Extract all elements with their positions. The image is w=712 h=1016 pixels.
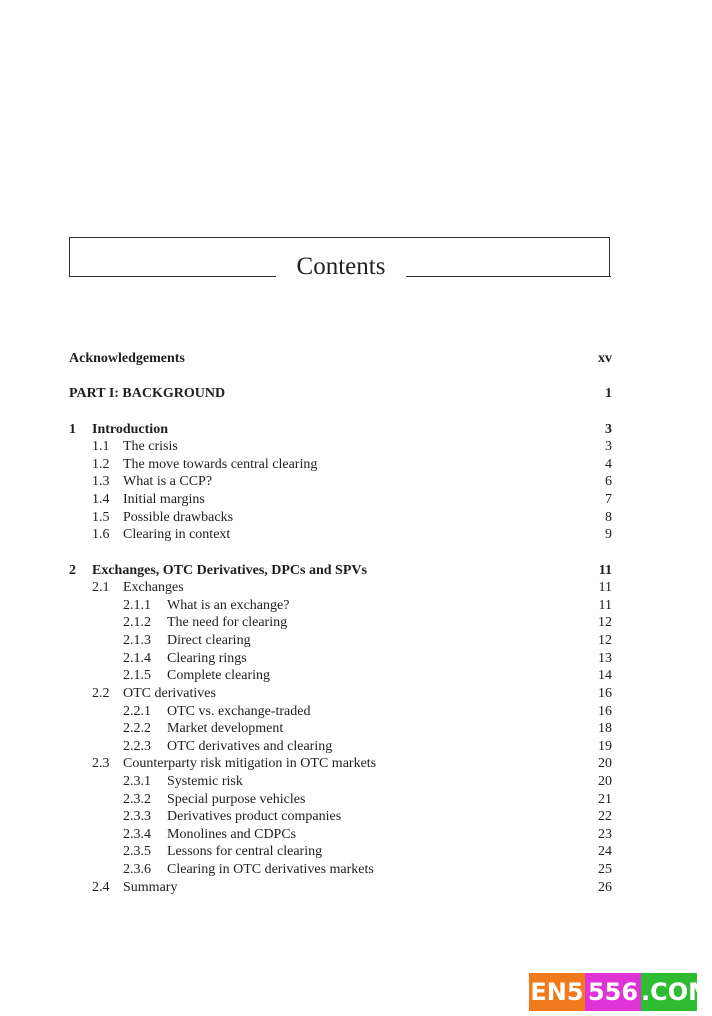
toc-entry-number: 2.2.2: [123, 721, 151, 736]
toc-entry-number: 2.1.2: [123, 615, 151, 630]
toc-entry-page: 3: [605, 422, 612, 437]
toc-entry-label: OTC vs. exchange-traded: [167, 704, 311, 719]
toc-entry-number: 2.1.4: [123, 651, 151, 666]
toc-section[interactable]: [69, 879, 612, 897]
toc-entry-label: Clearing rings: [167, 651, 247, 666]
toc-entry-label: The move towards central clearing: [123, 457, 318, 472]
toc-entry-page: 24: [598, 844, 612, 859]
toc-entry-label: Derivatives product companies: [167, 809, 342, 824]
toc-entry-number: 2: [69, 563, 76, 578]
toc-entry-number: 1.1: [92, 439, 110, 454]
toc-entry-label: Introduction: [92, 422, 168, 437]
toc-subsection[interactable]: [69, 861, 612, 879]
toc-entry-number: 1.3: [92, 474, 110, 489]
toc-entry-number: 1.2: [92, 457, 110, 472]
toc-entry-label: Clearing in context: [123, 527, 231, 542]
toc-entry-page: 16: [598, 704, 612, 719]
toc-entry-page: 25: [598, 862, 612, 877]
toc-entry-number: 2.1.1: [123, 598, 151, 613]
toc-entry-number: 2.1: [92, 580, 110, 595]
toc-entry-number: 2.4: [92, 880, 110, 895]
toc-entry-label: Clearing in OTC derivatives markets: [167, 862, 374, 877]
toc-subsection[interactable]: [69, 667, 612, 685]
toc-entry-page: 4: [605, 457, 612, 472]
toc-entry-number: 2.3.4: [123, 827, 151, 842]
toc-entry-page: 11: [598, 598, 612, 613]
toc-chapter-1[interactable]: [69, 421, 612, 439]
toc-entry-page: 26: [598, 880, 612, 895]
toc-entry-label: What is an exchange?: [167, 598, 290, 613]
toc-entry-label: Complete clearing: [167, 668, 271, 683]
toc-section[interactable]: [69, 526, 612, 544]
toc-subsection[interactable]: [69, 703, 612, 721]
toc-entry-number: 2.1.3: [123, 633, 151, 648]
toc-subsection[interactable]: [69, 614, 612, 632]
toc-subsection[interactable]: [69, 650, 612, 668]
toc-entry-number: 2.3: [92, 756, 110, 771]
toc-subsection[interactable]: [69, 597, 612, 615]
toc-entry-label: Exchanges, OTC Derivatives, DPCs and SPVs: [92, 563, 367, 578]
toc-entry-page: 9: [605, 527, 612, 542]
toc-entry-page: 19: [598, 739, 612, 754]
toc-entry-number: 2.3.1: [123, 774, 151, 789]
toc-entry-label: Possible drawbacks: [123, 510, 234, 525]
toc-entry-number: 2.1.5: [123, 668, 151, 683]
toc-chapter-2[interactable]: [69, 562, 612, 580]
toc-section[interactable]: [69, 473, 612, 491]
toc-entry-page: 13: [598, 651, 612, 666]
watermark-part: .COM: [641, 973, 697, 1011]
watermark-logo: [529, 973, 712, 1011]
page-title: Contents: [296, 253, 386, 280]
title-rule-left: [69, 276, 276, 277]
toc-section[interactable]: [69, 685, 612, 703]
toc-entry-page: 20: [598, 756, 612, 771]
toc-entry-label: OTC derivatives: [123, 686, 216, 701]
toc-subsection[interactable]: [69, 720, 612, 738]
toc-entry-number: 1.4: [92, 492, 110, 507]
toc-section[interactable]: [69, 438, 612, 456]
toc-entry-label: Market development: [167, 721, 284, 736]
toc-entry-label: The need for clearing: [167, 615, 288, 630]
toc-entry-number: 2.3.6: [123, 862, 151, 877]
title-rule-right: [406, 276, 611, 277]
toc-subsection[interactable]: [69, 808, 612, 826]
toc-section[interactable]: [69, 456, 612, 474]
toc-entry-page: 11: [598, 580, 612, 595]
toc-entry-page: 22: [598, 809, 612, 824]
toc-section[interactable]: [69, 509, 612, 527]
watermark-part: 556: [585, 973, 641, 1011]
toc-entry-page: 18: [598, 721, 612, 736]
toc-entry-page: 12: [598, 615, 612, 630]
toc-entry-page: 11: [598, 563, 612, 578]
toc-entry-number: 2.2.3: [123, 739, 151, 754]
toc-entry-page: 12: [598, 633, 612, 648]
toc-entry-number: 2.3.2: [123, 792, 151, 807]
toc-entry-number: 2.2: [92, 686, 110, 701]
toc-entry-page: 20: [598, 774, 612, 789]
toc-entry-page: 8: [605, 510, 612, 525]
toc-section[interactable]: [69, 579, 612, 597]
toc-entry-label: What is a CCP?: [123, 474, 213, 489]
toc-entry-number: 1.6: [92, 527, 110, 542]
toc-entry-label: Special purpose vehicles: [167, 792, 306, 807]
toc-entry-number: 2.2.1: [123, 704, 151, 719]
toc-entry-label: Initial margins: [123, 492, 205, 507]
toc-entry-number: 1.5: [92, 510, 110, 525]
toc-section[interactable]: [69, 491, 612, 509]
toc-entry-page: 6: [605, 474, 612, 489]
toc-entry-number: 1: [69, 422, 76, 437]
toc-entry-number: 2.3.5: [123, 844, 151, 859]
toc-entry-page: 23: [598, 827, 612, 842]
toc-entry-page: 14: [598, 668, 612, 683]
toc-entry-label: OTC derivatives and clearing: [167, 739, 333, 754]
toc-subsection[interactable]: [69, 791, 612, 809]
watermark-part: EN5: [529, 973, 585, 1011]
toc-entry-part-i[interactable]: [69, 385, 612, 403]
toc-section[interactable]: [69, 755, 612, 773]
toc-subsection[interactable]: [69, 826, 612, 844]
toc-entry-page: 3: [605, 439, 612, 454]
toc-entry-label: Counterparty risk mitigation in OTC markets: [123, 756, 377, 771]
toc-entry-label: Summary: [123, 880, 178, 895]
toc-entry-page: 7: [605, 492, 612, 507]
toc-entry-label: PART I: BACKGROUND: [69, 386, 226, 401]
toc-entry-page: 16: [598, 686, 612, 701]
toc-entry-acknowledgements[interactable]: [69, 350, 612, 368]
toc-entry-label: Direct clearing: [167, 633, 251, 648]
toc-entry-page: xv: [598, 351, 612, 366]
toc-entry-label: The crisis: [123, 439, 178, 454]
toc-subsection[interactable]: [69, 773, 612, 791]
toc-subsection[interactable]: [69, 632, 612, 650]
toc-entry-label: Exchanges: [123, 580, 184, 595]
toc-entry-label: Lessons for central clearing: [167, 844, 323, 859]
toc-entry-number: 2.3.3: [123, 809, 151, 824]
toc-subsection[interactable]: [69, 738, 612, 756]
toc-entry-label: Acknowledgements: [69, 351, 185, 366]
toc-entry-label: Monolines and CDPCs: [167, 827, 297, 842]
toc-entry-page: 21: [598, 792, 612, 807]
toc-subsection[interactable]: [69, 843, 612, 861]
toc-entry-page: 1: [605, 386, 612, 401]
toc-entry-label: Systemic risk: [167, 774, 243, 789]
